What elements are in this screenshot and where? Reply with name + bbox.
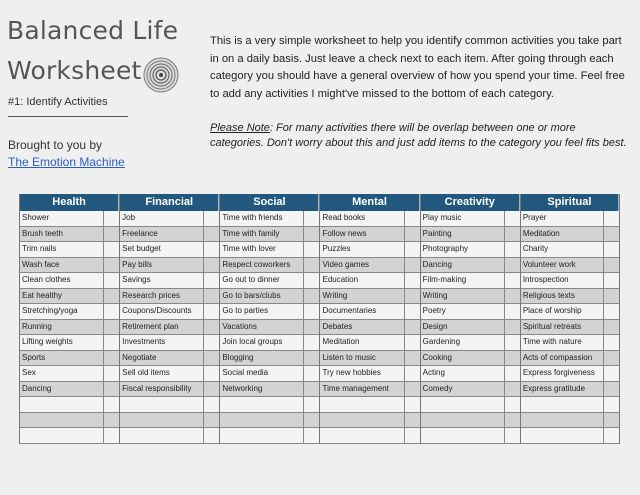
table-row — [220, 351, 319, 367]
activity-label: Pay bills — [122, 259, 152, 269]
check-box[interactable] — [603, 242, 619, 257]
activity-label: Fiscal responsibility — [122, 383, 192, 393]
category-header: Financial — [120, 194, 219, 211]
check-box[interactable] — [303, 211, 319, 226]
activity-label: Set budget — [122, 244, 161, 253]
table-row — [20, 382, 119, 398]
check-box[interactable] — [603, 289, 619, 304]
check-box[interactable] — [303, 258, 319, 273]
check-box[interactable] — [303, 413, 319, 428]
worksheet-title-line-1: Balanced Life — [7, 16, 179, 45]
activity-label: Running — [22, 321, 52, 331]
table-row — [220, 335, 319, 351]
check-box[interactable] — [203, 273, 219, 288]
check-box[interactable] — [103, 273, 119, 288]
table-row — [20, 413, 119, 429]
activity-label: Place of worship — [522, 306, 582, 315]
table-row — [521, 366, 619, 382]
check-box[interactable] — [103, 227, 119, 242]
table-row — [20, 258, 119, 274]
category-column-financial — [119, 194, 219, 444]
activity-label: Film-making — [422, 275, 467, 284]
check-box[interactable] — [404, 335, 420, 350]
check-box[interactable] — [404, 351, 420, 366]
activity-label: Spiritual retreats — [522, 321, 582, 331]
table-row — [220, 428, 319, 444]
table-row — [320, 227, 419, 243]
activity-label: Clean clothes — [22, 275, 71, 284]
table-row — [320, 366, 419, 382]
activity-label: Acting — [422, 368, 445, 377]
spiral-logo-icon — [143, 57, 179, 93]
category-header: Health — [20, 194, 119, 211]
table-row — [120, 273, 219, 289]
table-row — [421, 335, 520, 351]
table-row — [220, 227, 319, 243]
activity-label: Respect coworkers — [222, 259, 291, 269]
activity-label: Job — [122, 213, 136, 222]
activity-label: Introspection — [522, 275, 569, 284]
check-box[interactable] — [203, 258, 219, 273]
activity-label: Eat healthy — [22, 290, 63, 300]
table-row — [220, 366, 319, 382]
activity-label — [220, 397, 303, 412]
check-box[interactable] — [303, 242, 319, 257]
table-row — [320, 304, 419, 320]
check-box[interactable] — [303, 351, 319, 366]
activity-label: Freelance — [122, 228, 158, 238]
activity-label: Time management — [322, 383, 389, 393]
activity-label: Savings — [122, 275, 151, 284]
activity-label: Go to parties — [222, 306, 269, 315]
table-row — [320, 335, 419, 351]
table-row — [421, 413, 520, 429]
activity-label: Express gratitude — [522, 383, 586, 393]
activity-label — [220, 428, 303, 443]
activity-label — [20, 413, 103, 428]
check-box[interactable] — [404, 211, 420, 226]
table-row — [521, 320, 619, 336]
activity-label: Meditation — [522, 228, 560, 238]
table-row — [421, 382, 520, 398]
activity-label: Listen to music — [322, 352, 376, 362]
table-row — [220, 258, 319, 274]
table-row — [421, 211, 520, 227]
check-box[interactable] — [303, 273, 319, 288]
activity-label: Brush teeth — [22, 228, 63, 238]
check-box[interactable] — [504, 227, 520, 242]
activity-label: Go out to dinner — [222, 275, 280, 284]
table-row — [421, 273, 520, 289]
activity-label — [120, 397, 203, 412]
check-box[interactable] — [203, 289, 219, 304]
activity-label: Shower — [22, 213, 50, 222]
check-box[interactable] — [103, 382, 119, 397]
check-box[interactable] — [203, 242, 219, 257]
brought-by-label: Brought to you by — [8, 138, 103, 152]
category-header: Creativity — [421, 194, 520, 211]
activity-label — [421, 397, 504, 412]
table-row — [120, 227, 219, 243]
table-row — [20, 320, 119, 336]
category-header: Social — [220, 194, 319, 211]
check-box[interactable] — [504, 351, 520, 366]
check-box[interactable] — [504, 258, 520, 273]
table-row — [120, 258, 219, 274]
check-box[interactable] — [303, 335, 319, 350]
activity-label: Volunteer work — [522, 259, 576, 269]
activity-label: Investments — [122, 337, 166, 346]
table-row — [220, 289, 319, 305]
check-box[interactable] — [603, 227, 619, 242]
check-box[interactable] — [103, 366, 119, 381]
check-box[interactable] — [603, 258, 619, 273]
category-header: Mental — [320, 194, 419, 211]
table-row — [220, 382, 319, 398]
activity-label — [20, 397, 103, 412]
table-row — [20, 351, 119, 367]
table-row — [320, 242, 419, 258]
check-box[interactable] — [504, 242, 520, 257]
table-row — [320, 320, 419, 336]
worksheet-title-line-2: Worksheet — [7, 56, 142, 85]
table-row — [421, 351, 520, 367]
category-column-creativity — [420, 194, 520, 444]
table-row — [521, 382, 619, 398]
check-box[interactable] — [504, 382, 520, 397]
check-box[interactable] — [203, 397, 219, 412]
activity-label — [120, 428, 203, 443]
activity-label — [521, 397, 603, 412]
check-box[interactable] — [504, 397, 520, 412]
table-row — [421, 304, 520, 320]
check-box[interactable] — [404, 397, 420, 412]
activity-label: Negotiate — [122, 352, 157, 362]
table-row — [20, 211, 119, 227]
activity-label: Photography — [422, 244, 469, 253]
check-box[interactable] — [504, 211, 520, 226]
category-column-health — [19, 194, 119, 444]
check-box[interactable] — [203, 227, 219, 242]
table-row — [20, 273, 119, 289]
activity-label: Join local groups — [222, 337, 283, 346]
check-box[interactable] — [203, 335, 219, 350]
activity-label: Sell old items — [122, 368, 170, 377]
table-row — [421, 289, 520, 305]
table-row — [20, 227, 119, 243]
table-row — [521, 335, 619, 351]
activity-label: Time with friends — [222, 213, 283, 222]
check-box[interactable] — [603, 335, 619, 350]
table-row — [320, 258, 419, 274]
table-row — [320, 382, 419, 398]
check-box[interactable] — [504, 428, 520, 443]
check-box[interactable] — [103, 242, 119, 257]
table-row — [521, 304, 619, 320]
activity-label — [20, 428, 103, 443]
check-box[interactable] — [603, 351, 619, 366]
table-row — [421, 320, 520, 336]
activity-label: Express forgiveness — [522, 368, 595, 377]
activity-label: Sex — [22, 368, 36, 377]
table-row — [421, 242, 520, 258]
check-box[interactable] — [303, 320, 319, 335]
check-box[interactable] — [603, 304, 619, 319]
category-header: Spiritual — [521, 194, 619, 211]
activity-label: Blogging — [222, 352, 254, 362]
table-row — [521, 242, 619, 258]
activities-table — [19, 194, 620, 444]
activity-label: Writing — [422, 290, 448, 300]
check-box[interactable] — [404, 366, 420, 381]
check-box[interactable] — [504, 320, 520, 335]
activity-label: Comedy — [422, 383, 453, 393]
category-column-mental — [319, 194, 419, 444]
check-box[interactable] — [404, 258, 420, 273]
check-box[interactable] — [203, 413, 219, 428]
table-row — [120, 304, 219, 320]
table-row — [120, 242, 219, 258]
table-row — [320, 211, 419, 227]
check-box[interactable] — [203, 351, 219, 366]
table-row — [521, 258, 619, 274]
table-row — [20, 304, 119, 320]
activity-label: Poetry — [422, 306, 446, 315]
check-box[interactable] — [603, 397, 619, 412]
check-box[interactable] — [404, 382, 420, 397]
table-row — [20, 289, 119, 305]
table-row — [521, 211, 619, 227]
check-box[interactable] — [603, 273, 619, 288]
activity-label: Social media — [222, 368, 269, 377]
activity-label: Networking — [222, 383, 263, 393]
table-row — [220, 397, 319, 413]
check-box[interactable] — [103, 289, 119, 304]
check-box[interactable] — [404, 273, 420, 288]
activity-label: Charity — [522, 244, 549, 253]
activity-label: Dancing — [22, 383, 52, 393]
check-box[interactable] — [404, 428, 420, 443]
activity-label: Lifting weights — [22, 337, 73, 346]
activity-label: Design — [422, 321, 448, 331]
table-row — [20, 366, 119, 382]
check-box[interactable] — [603, 382, 619, 397]
check-box[interactable] — [203, 304, 219, 319]
check-box[interactable] — [504, 366, 520, 381]
table-row — [320, 351, 419, 367]
table-row — [521, 227, 619, 243]
check-box[interactable] — [203, 428, 219, 443]
check-box[interactable] — [103, 351, 119, 366]
check-box[interactable] — [603, 428, 619, 443]
table-row — [320, 397, 419, 413]
activity-label: Try new hobbies — [322, 368, 381, 377]
activity-label: Vacations — [222, 321, 257, 331]
check-box[interactable] — [103, 428, 119, 443]
activity-label: Debates — [322, 321, 353, 331]
activity-label: Dancing — [422, 259, 453, 269]
check-box[interactable] — [103, 413, 119, 428]
check-box[interactable] — [404, 320, 420, 335]
category-column-social — [219, 194, 319, 444]
activity-label — [421, 428, 504, 443]
activity-label: Time with family — [222, 228, 280, 238]
table-row — [220, 304, 319, 320]
table-row — [120, 428, 219, 444]
check-box[interactable] — [103, 397, 119, 412]
table-row — [521, 289, 619, 305]
activity-label: Stretching/yoga — [22, 306, 78, 315]
activity-label: Education — [322, 275, 359, 284]
table-row — [220, 211, 319, 227]
table-row — [120, 397, 219, 413]
activity-label — [521, 428, 603, 443]
activity-label: Meditation — [322, 337, 360, 346]
check-box[interactable] — [203, 382, 219, 397]
activity-label: Read books — [322, 213, 366, 222]
check-box[interactable] — [303, 397, 319, 412]
check-box[interactable] — [203, 366, 219, 381]
activity-label: Acts of compassion — [522, 352, 593, 362]
activity-label: Video games — [322, 259, 370, 269]
emotion-machine-link[interactable]: The Emotion Machine — [8, 155, 125, 169]
activity-label: Time with nature — [522, 337, 582, 346]
activity-label — [320, 428, 403, 443]
table-row — [521, 397, 619, 413]
check-box[interactable] — [103, 320, 119, 335]
check-box[interactable] — [303, 382, 319, 397]
check-box[interactable] — [603, 320, 619, 335]
check-box[interactable] — [303, 227, 319, 242]
activity-label — [421, 413, 504, 428]
activity-label: Prayer — [522, 213, 547, 222]
note-text: : For many activities there will be overlap between one or more categories. Don't worry about this and just add items to the category you feel fits best. — [210, 122, 627, 149]
check-box[interactable] — [504, 413, 520, 428]
activity-label: Painting — [422, 228, 452, 238]
activity-label — [220, 413, 303, 428]
table-row — [20, 335, 119, 351]
table-row — [421, 366, 520, 382]
activity-label — [320, 413, 403, 428]
table-row — [421, 428, 520, 444]
table-row — [120, 382, 219, 398]
activity-label: Writing — [322, 290, 348, 300]
check-box[interactable] — [504, 304, 520, 319]
table-row — [320, 428, 419, 444]
table-row — [20, 242, 119, 258]
table-row — [120, 320, 219, 336]
check-box[interactable] — [404, 242, 420, 257]
activity-label: Retirement plan — [122, 321, 179, 331]
table-row — [120, 289, 219, 305]
table-row — [120, 413, 219, 429]
table-row — [220, 273, 319, 289]
activity-label: Sports — [22, 352, 46, 362]
activity-label: Follow news — [322, 228, 367, 238]
check-box[interactable] — [103, 335, 119, 350]
table-row — [521, 351, 619, 367]
activity-label — [521, 413, 603, 428]
activity-label: Wash face — [22, 259, 60, 269]
check-box[interactable] — [303, 289, 319, 304]
category-column-spiritual — [520, 194, 620, 444]
table-row — [320, 289, 419, 305]
check-box[interactable] — [303, 428, 319, 443]
table-row — [120, 351, 219, 367]
table-row — [421, 397, 520, 413]
check-box[interactable] — [504, 273, 520, 288]
activity-label — [120, 413, 203, 428]
activity-label: Coupons/Discounts — [122, 306, 192, 315]
table-row — [521, 428, 619, 444]
activity-label: Religious texts — [522, 290, 575, 300]
table-row — [20, 428, 119, 444]
table-row — [20, 397, 119, 413]
table-row — [120, 366, 219, 382]
table-row — [421, 227, 520, 243]
activity-label: Cooking — [422, 352, 453, 362]
check-box[interactable] — [603, 366, 619, 381]
table-row — [220, 413, 319, 429]
table-row — [320, 273, 419, 289]
note-paragraph — [210, 121, 630, 151]
table-row — [421, 258, 520, 274]
table-row — [521, 273, 619, 289]
check-box[interactable] — [103, 258, 119, 273]
check-box[interactable] — [303, 304, 319, 319]
check-box[interactable] — [103, 211, 119, 226]
table-row — [220, 242, 319, 258]
check-box[interactable] — [603, 211, 619, 226]
table-row — [320, 413, 419, 429]
table-row — [220, 320, 319, 336]
activity-label: Trim nails — [22, 244, 57, 253]
check-box[interactable] — [504, 335, 520, 350]
intro-paragraph: This is a very simple worksheet to help you identify common activities you take part in on a daily basis. Just leave a check next to each item. After going through each category you should have a general overview of how you spend your time. Feel free to add any activities I might've missed to the bottom of each category. — [210, 35, 625, 100]
title-divider — [8, 116, 128, 117]
activity-label: Play music — [422, 213, 462, 222]
activity-label: Go to bars/clubs — [222, 290, 281, 300]
check-box[interactable] — [404, 413, 420, 428]
check-box[interactable] — [303, 366, 319, 381]
worksheet-subtitle: #1: Identify Activities — [8, 96, 108, 108]
check-box[interactable] — [404, 227, 420, 242]
check-box[interactable] — [203, 320, 219, 335]
activity-label: Research prices — [122, 290, 180, 300]
activity-label: Puzzles — [322, 244, 351, 253]
note-label: Please Note — [210, 122, 270, 134]
check-box[interactable] — [203, 211, 219, 226]
check-box[interactable] — [103, 304, 119, 319]
table-row — [521, 413, 619, 429]
activity-label: Documentaries — [322, 306, 377, 315]
table-row — [120, 211, 219, 227]
activity-label — [320, 397, 403, 412]
check-box[interactable] — [404, 289, 420, 304]
check-box[interactable] — [603, 413, 619, 428]
check-box[interactable] — [504, 289, 520, 304]
table-row — [120, 335, 219, 351]
activity-label: Time with lover — [222, 244, 276, 253]
check-box[interactable] — [404, 304, 420, 319]
activity-label: Gardening — [422, 337, 461, 346]
